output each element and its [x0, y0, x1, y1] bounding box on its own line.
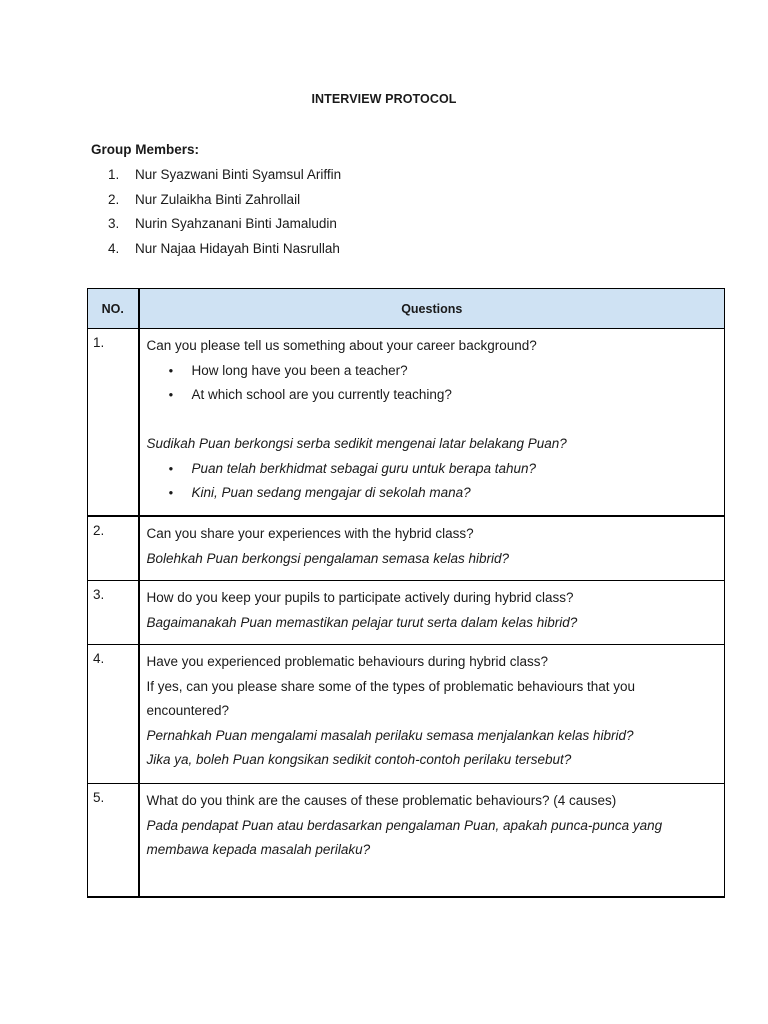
sub-question-list [147, 359, 717, 408]
row-number: 2. [88, 516, 139, 581]
question-malay: Pada pendapat Puan atau berdasarkan pengalaman Puan, apakah punca-punca yang [146, 817, 663, 833]
question-malay: Sudikah Puan berkongsi serba sedikit mengenai latar belakang Puan? [146, 436, 567, 451]
table-row [88, 516, 725, 581]
list-item [108, 163, 341, 188]
list-item [108, 212, 341, 237]
table-header-row [88, 289, 725, 329]
questions-table [87, 288, 725, 898]
question-cell [139, 516, 725, 581]
row-number: 1. [88, 329, 139, 517]
header-no: NO. [88, 289, 139, 329]
question-english: Have you experienced problematic behaviours during hybrid class? [146, 654, 548, 669]
list-item [147, 383, 717, 408]
list-item [147, 359, 717, 384]
question-malay: Bolehkah Puan berkongsi pengalaman semasa kelas hibrid? [146, 550, 509, 566]
question-cell [139, 784, 725, 898]
sub-question-list-malay [147, 457, 717, 506]
row-number: 4. [88, 645, 139, 784]
list-number: 3. [108, 216, 120, 231]
table-row [88, 784, 725, 898]
question-malay: Pernahkah Puan mengalami masalah perilaku semasa menjalankan kelas hibrid? [146, 727, 634, 743]
question-english: Can you please tell us something about your career background? [146, 338, 537, 353]
list-item [147, 457, 717, 482]
question-english: If yes, can you please share some of the types of problematic behaviours that you [146, 678, 636, 694]
question-english: What do you think are the causes of these problematic behaviours? (4 causes) [146, 793, 617, 808]
question-english: Can you share your experiences with the hybrid class? [146, 526, 474, 541]
question-english: How do you keep your pupils to participate actively during hybrid class? [146, 590, 574, 605]
question-malay: membawa kepada masalah perilaku? [146, 842, 371, 857]
table-row [88, 329, 725, 517]
row-number: 3. [88, 581, 139, 645]
question-malay: Bagaimanakah Puan memastikan pelajar turut serta dalam kelas hibrid? [146, 614, 578, 630]
sub-question: How long have you been a teacher? [191, 362, 408, 378]
member-name: Nur Zulaikha Binti Zahrollail [135, 191, 301, 207]
table-row [88, 581, 725, 645]
list-number: 2. [108, 191, 120, 207]
sub-question: Puan telah berkhidmat sebagai guru untuk berapa tahun? [191, 460, 537, 476]
list-number: 4. [108, 240, 120, 256]
page-title: INTERVIEW PROTOCOL [311, 92, 457, 106]
list-number: 1. [108, 167, 120, 182]
question-malay: Jika ya, boleh Puan kongsikan sedikit contoh-contoh perilaku tersebut? [146, 752, 572, 767]
question-cell [139, 645, 725, 784]
list-item [108, 188, 341, 213]
question-cell [139, 581, 725, 645]
header-questions: Questions [139, 289, 725, 329]
sub-question: Kini, Puan sedang mengajar di sekolah mana? [191, 485, 471, 500]
list-item [147, 481, 717, 506]
spacer [147, 408, 717, 433]
member-name: Nur Najaa Hidayah Binti Nasrullah [135, 240, 340, 256]
table-row [88, 645, 725, 784]
row-number: 5. [88, 784, 139, 898]
question-cell [139, 329, 725, 517]
list-item [108, 237, 341, 262]
member-name: Nur Syazwani Binti Syamsul Ariffin [135, 167, 342, 182]
question-english: encountered? [146, 703, 230, 718]
member-name: Nurin Syahzanani Binti Jamaludin [135, 216, 337, 231]
group-members-list [108, 163, 341, 261]
sub-question: At which school are you currently teaching? [191, 387, 452, 402]
group-members-heading: Group Members: [91, 142, 200, 157]
